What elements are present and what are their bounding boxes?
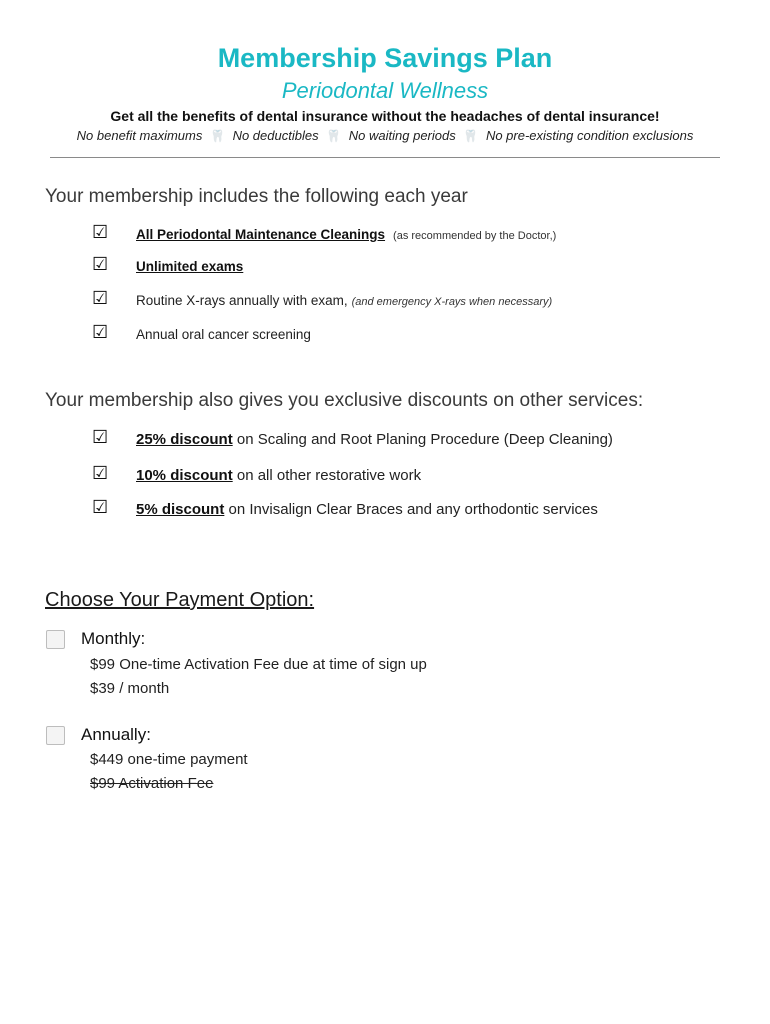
payment-heading: Choose Your Payment Option:	[45, 589, 315, 611]
monthly-option-detail: $99 One-time Activation Fee due at time of sign up	[90, 656, 427, 673]
discount-amount: 5% discount	[136, 501, 225, 518]
perk-item: No pre-existing condition exclusions	[485, 128, 694, 143]
monthly-option-price: $39 / month	[90, 680, 170, 697]
perk-item: No deductibles	[232, 128, 319, 143]
discounts-heading: Your membership also gives you exclusive discounts on other services:	[45, 390, 644, 411]
item-bold: Unlimited exams	[136, 259, 244, 274]
perk-item: No waiting periods	[348, 128, 456, 143]
list-item	[136, 467, 421, 484]
discount-text: on Scaling and Root Planing Procedure (Deep Cleaning)	[232, 431, 613, 448]
tooth-icon: 🦷	[210, 129, 225, 143]
perk-item: No benefit maximums	[76, 128, 203, 143]
tooth-icon: 🦷	[463, 129, 479, 143]
item-text: Annual oral cancer screening	[136, 327, 311, 342]
checkbox-checked-icon: ☑	[92, 427, 109, 447]
list-item	[136, 227, 556, 242]
list-item	[136, 259, 243, 274]
annual-option-checkbox[interactable]	[46, 726, 65, 745]
divider	[50, 157, 720, 158]
checkbox-checked-icon: ☑	[92, 497, 109, 517]
tooth-icon: 🦷	[326, 129, 342, 143]
item-bold: All Periodontal Maintenance Cleanings	[136, 227, 386, 242]
discount-text: on all other restorative work	[232, 467, 422, 484]
checkbox-checked-icon: ☑	[92, 222, 109, 242]
includes-heading: Your membership includes the following each year	[45, 186, 468, 207]
annual-option-label: Annually:	[81, 725, 151, 744]
perks-line	[0, 128, 770, 143]
annual-option-waived-fee: $99 Activation Fee	[90, 775, 214, 792]
item-text: Routine X-rays annually with exam,	[136, 293, 348, 308]
checkbox-checked-icon: ☑	[92, 254, 109, 274]
monthly-option-label: Monthly:	[81, 629, 146, 648]
item-note: (and emergency X-rays when necessary)	[351, 296, 553, 308]
annual-option-price: $449 one-time payment	[90, 751, 248, 768]
discount-amount: 10% discount	[136, 467, 233, 484]
discount-text: on Invisalign Clear Braces and any orthodontic services	[224, 501, 598, 518]
item-note: (as recommended by the Doctor,)	[393, 230, 557, 242]
page-title: Membership Savings Plan	[217, 43, 553, 73]
list-item	[136, 293, 552, 308]
page-subtitle: Periodontal Wellness	[281, 78, 489, 103]
list-item	[136, 431, 613, 448]
discount-amount: 25% discount	[136, 431, 233, 448]
checkbox-checked-icon: ☑	[92, 322, 109, 342]
list-item	[136, 501, 598, 518]
tagline: Get all the benefits of dental insurance without the headaches of dental insurance!	[110, 108, 660, 124]
checkbox-checked-icon: ☑	[92, 463, 109, 483]
monthly-option-checkbox[interactable]	[46, 630, 65, 649]
checkbox-checked-icon: ☑	[92, 288, 109, 308]
list-item	[136, 327, 311, 342]
